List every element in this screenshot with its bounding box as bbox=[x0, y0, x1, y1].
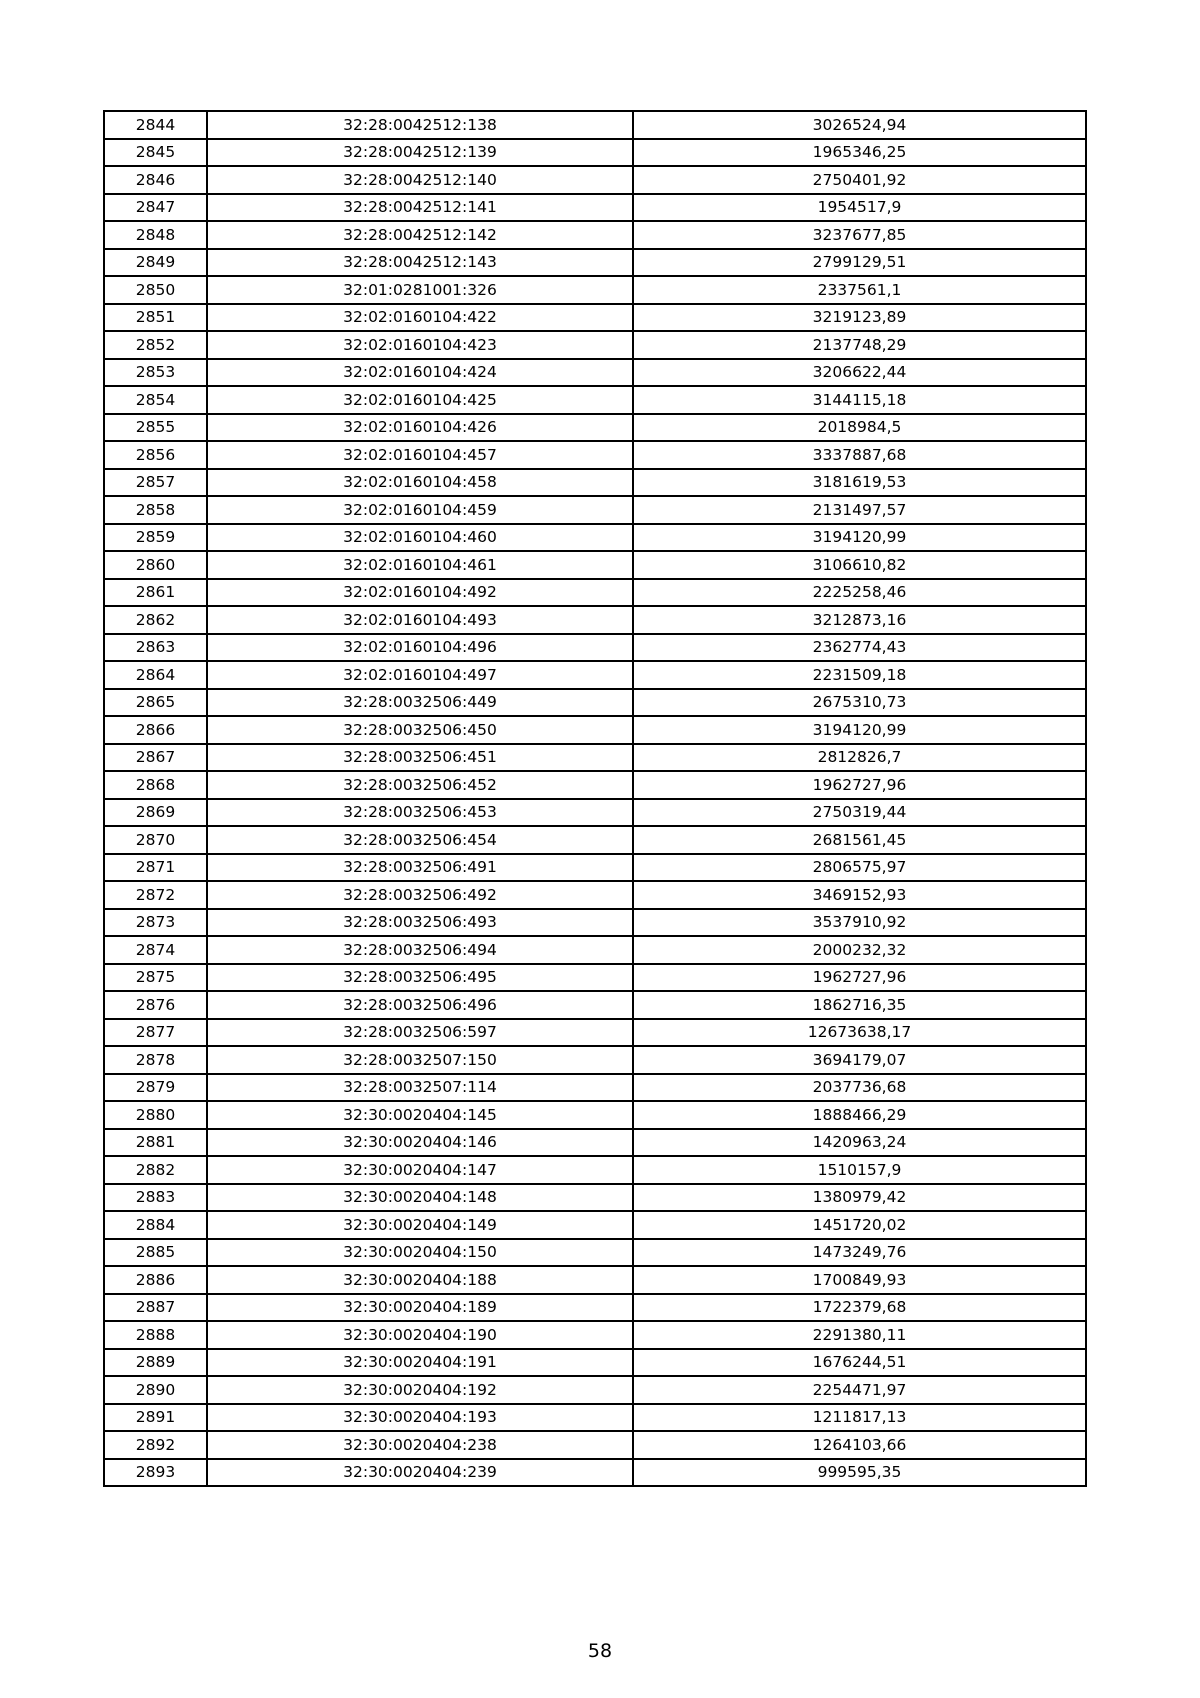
table-row bbox=[104, 194, 1086, 222]
cadastral-value-cell: 1700849,93 bbox=[633, 1266, 1086, 1294]
row-number-cell: 2883 bbox=[104, 1184, 207, 1212]
cadastral-value-cell: 1722379,68 bbox=[633, 1294, 1086, 1322]
table-row bbox=[104, 744, 1086, 772]
cadastral-number-cell: 32:02:0160104:492 bbox=[207, 579, 633, 607]
cadastral-number-cell: 32:30:0020404:238 bbox=[207, 1431, 633, 1459]
cadastral-number-cell: 32:30:0020404:150 bbox=[207, 1239, 633, 1267]
table-row bbox=[104, 634, 1086, 662]
table-row bbox=[104, 1046, 1086, 1074]
row-number-cell: 2873 bbox=[104, 909, 207, 937]
cadastral-number-cell: 32:02:0160104:459 bbox=[207, 496, 633, 524]
cadastral-value-cell: 1954517,9 bbox=[633, 194, 1086, 222]
table-row bbox=[104, 1211, 1086, 1239]
table-row bbox=[104, 881, 1086, 909]
table-row bbox=[104, 524, 1086, 552]
cadastral-number-cell: 32:02:0160104:458 bbox=[207, 469, 633, 497]
cadastral-value-cell: 1420963,24 bbox=[633, 1129, 1086, 1157]
table-row bbox=[104, 386, 1086, 414]
cadastral-value-cell: 3026524,94 bbox=[633, 111, 1086, 139]
cadastral-number-cell: 32:28:0032506:491 bbox=[207, 854, 633, 882]
cadastral-value-cell: 2000232,32 bbox=[633, 936, 1086, 964]
row-number-cell: 2891 bbox=[104, 1404, 207, 1432]
cadastral-number-cell: 32:02:0160104:496 bbox=[207, 634, 633, 662]
page-number: 58 bbox=[587, 1640, 613, 1662]
cadastral-number-cell: 32:02:0160104:425 bbox=[207, 386, 633, 414]
cadastral-number-cell: 32:02:0160104:497 bbox=[207, 661, 633, 689]
cadastral-number-cell: 32:30:0020404:148 bbox=[207, 1184, 633, 1212]
row-number-cell: 2863 bbox=[104, 634, 207, 662]
cadastral-value-cell: 2806575,97 bbox=[633, 854, 1086, 882]
cadastral-value-cell: 1380979,42 bbox=[633, 1184, 1086, 1212]
table-row bbox=[104, 991, 1086, 1019]
cadastral-number-cell: 32:30:0020404:239 bbox=[207, 1459, 633, 1487]
cadastral-number-cell: 32:28:0032507:150 bbox=[207, 1046, 633, 1074]
table-row bbox=[104, 826, 1086, 854]
cadastral-value-cell: 2225258,46 bbox=[633, 579, 1086, 607]
row-number-cell: 2881 bbox=[104, 1129, 207, 1157]
cadastral-value-cell: 3469152,93 bbox=[633, 881, 1086, 909]
table-row bbox=[104, 606, 1086, 634]
table-row bbox=[104, 1101, 1086, 1129]
cadastral-value-cell: 2137748,29 bbox=[633, 331, 1086, 359]
table-row bbox=[104, 854, 1086, 882]
row-number-cell: 2860 bbox=[104, 551, 207, 579]
cadastral-number-cell: 32:28:0032506:454 bbox=[207, 826, 633, 854]
row-number-cell: 2847 bbox=[104, 194, 207, 222]
table-row bbox=[104, 414, 1086, 442]
cadastral-value-cell: 999595,35 bbox=[633, 1459, 1086, 1487]
cadastral-number-cell: 32:28:0032506:495 bbox=[207, 964, 633, 992]
row-number-cell: 2892 bbox=[104, 1431, 207, 1459]
cadastral-value-cell: 2750319,44 bbox=[633, 799, 1086, 827]
table-row bbox=[104, 689, 1086, 717]
row-number-cell: 2853 bbox=[104, 359, 207, 387]
cadastral-number-cell: 32:30:0020404:192 bbox=[207, 1376, 633, 1404]
row-number-cell: 2850 bbox=[104, 276, 207, 304]
cadastral-value-cell: 2254471,97 bbox=[633, 1376, 1086, 1404]
table-row bbox=[104, 1074, 1086, 1102]
table-row bbox=[104, 441, 1086, 469]
cadastral-number-cell: 32:28:0032506:496 bbox=[207, 991, 633, 1019]
cadastral-number-cell: 32:28:0032506:450 bbox=[207, 716, 633, 744]
cadastral-value-cell: 3106610,82 bbox=[633, 551, 1086, 579]
cadastral-number-cell: 32:28:0032506:449 bbox=[207, 689, 633, 717]
cadastral-number-cell: 32:28:0032506:453 bbox=[207, 799, 633, 827]
cadastral-value-cell: 1510157,9 bbox=[633, 1156, 1086, 1184]
row-number-cell: 2867 bbox=[104, 744, 207, 772]
row-number-cell: 2872 bbox=[104, 881, 207, 909]
table-row bbox=[104, 1184, 1086, 1212]
cadastral-number-cell: 32:02:0160104:457 bbox=[207, 441, 633, 469]
cadastral-value-table bbox=[103, 110, 1087, 1487]
cadastral-number-cell: 32:30:0020404:146 bbox=[207, 1129, 633, 1157]
row-number-cell: 2861 bbox=[104, 579, 207, 607]
cadastral-number-cell: 32:28:0032506:493 bbox=[207, 909, 633, 937]
cadastral-value-cell: 2037736,68 bbox=[633, 1074, 1086, 1102]
cadastral-number-cell: 32:30:0020404:190 bbox=[207, 1321, 633, 1349]
cadastral-value-cell: 3337887,68 bbox=[633, 441, 1086, 469]
table-row bbox=[104, 771, 1086, 799]
cadastral-number-cell: 32:02:0160104:423 bbox=[207, 331, 633, 359]
cadastral-number-cell: 32:30:0020404:193 bbox=[207, 1404, 633, 1432]
cadastral-value-cell: 1264103,66 bbox=[633, 1431, 1086, 1459]
cadastral-number-cell: 32:02:0160104:426 bbox=[207, 414, 633, 442]
row-number-cell: 2852 bbox=[104, 331, 207, 359]
table-row bbox=[104, 1376, 1086, 1404]
table-row bbox=[104, 496, 1086, 524]
cadastral-number-cell: 32:28:0042512:142 bbox=[207, 221, 633, 249]
cadastral-number-cell: 32:30:0020404:191 bbox=[207, 1349, 633, 1377]
cadastral-value-cell: 3194120,99 bbox=[633, 524, 1086, 552]
cadastral-value-cell: 2337561,1 bbox=[633, 276, 1086, 304]
row-number-cell: 2887 bbox=[104, 1294, 207, 1322]
cadastral-value-cell: 1473249,76 bbox=[633, 1239, 1086, 1267]
row-number-cell: 2886 bbox=[104, 1266, 207, 1294]
row-number-cell: 2882 bbox=[104, 1156, 207, 1184]
row-number-cell: 2854 bbox=[104, 386, 207, 414]
table-row bbox=[104, 304, 1086, 332]
cadastral-value-cell: 1965346,25 bbox=[633, 139, 1086, 167]
cadastral-number-cell: 32:28:0042512:143 bbox=[207, 249, 633, 277]
row-number-cell: 2846 bbox=[104, 166, 207, 194]
table-row bbox=[104, 166, 1086, 194]
row-number-cell: 2855 bbox=[104, 414, 207, 442]
table-row bbox=[104, 936, 1086, 964]
cadastral-number-cell: 32:02:0160104:422 bbox=[207, 304, 633, 332]
table-row bbox=[104, 1321, 1086, 1349]
table-row bbox=[104, 964, 1086, 992]
cadastral-value-cell: 1962727,96 bbox=[633, 771, 1086, 799]
cadastral-value-cell: 1888466,29 bbox=[633, 1101, 1086, 1129]
table-row bbox=[104, 139, 1086, 167]
row-number-cell: 2866 bbox=[104, 716, 207, 744]
cadastral-value-cell: 3181619,53 bbox=[633, 469, 1086, 497]
cadastral-value-cell: 1676244,51 bbox=[633, 1349, 1086, 1377]
table-row bbox=[104, 1459, 1086, 1487]
row-number-cell: 2859 bbox=[104, 524, 207, 552]
table-row bbox=[104, 1266, 1086, 1294]
row-number-cell: 2848 bbox=[104, 221, 207, 249]
cadastral-value-cell: 1962727,96 bbox=[633, 964, 1086, 992]
cadastral-value-cell: 3194120,99 bbox=[633, 716, 1086, 744]
cadastral-value-cell: 3694179,07 bbox=[633, 1046, 1086, 1074]
cadastral-value-cell: 12673638,17 bbox=[633, 1019, 1086, 1047]
table-row bbox=[104, 221, 1086, 249]
cadastral-number-cell: 32:02:0160104:461 bbox=[207, 551, 633, 579]
cadastral-value-cell: 3212873,16 bbox=[633, 606, 1086, 634]
row-number-cell: 2880 bbox=[104, 1101, 207, 1129]
table-row bbox=[104, 579, 1086, 607]
cadastral-value-cell: 2799129,51 bbox=[633, 249, 1086, 277]
cadastral-value-cell: 3206622,44 bbox=[633, 359, 1086, 387]
cadastral-number-cell: 32:30:0020404:189 bbox=[207, 1294, 633, 1322]
row-number-cell: 2844 bbox=[104, 111, 207, 139]
cadastral-number-cell: 32:28:0032506:597 bbox=[207, 1019, 633, 1047]
cadastral-value-cell: 2291380,11 bbox=[633, 1321, 1086, 1349]
table-row bbox=[104, 1294, 1086, 1322]
cadastral-value-cell: 3537910,92 bbox=[633, 909, 1086, 937]
cadastral-value-cell: 2362774,43 bbox=[633, 634, 1086, 662]
row-number-cell: 2890 bbox=[104, 1376, 207, 1404]
row-number-cell: 2877 bbox=[104, 1019, 207, 1047]
row-number-cell: 2869 bbox=[104, 799, 207, 827]
cadastral-value-cell: 2231509,18 bbox=[633, 661, 1086, 689]
cadastral-number-cell: 32:02:0160104:493 bbox=[207, 606, 633, 634]
row-number-cell: 2849 bbox=[104, 249, 207, 277]
cadastral-value-cell: 2812826,7 bbox=[633, 744, 1086, 772]
row-number-cell: 2857 bbox=[104, 469, 207, 497]
table-row bbox=[104, 716, 1086, 744]
cadastral-number-cell: 32:02:0160104:460 bbox=[207, 524, 633, 552]
cadastral-number-cell: 32:28:0032506:452 bbox=[207, 771, 633, 799]
cadastral-number-cell: 32:30:0020404:147 bbox=[207, 1156, 633, 1184]
cadastral-number-cell: 32:28:0042512:138 bbox=[207, 111, 633, 139]
table-row bbox=[104, 1404, 1086, 1432]
row-number-cell: 2868 bbox=[104, 771, 207, 799]
cadastral-value-cell: 2750401,92 bbox=[633, 166, 1086, 194]
cadastral-value-cell: 3219123,89 bbox=[633, 304, 1086, 332]
table-row bbox=[104, 469, 1086, 497]
table-row bbox=[104, 799, 1086, 827]
cadastral-value-cell: 3237677,85 bbox=[633, 221, 1086, 249]
row-number-cell: 2879 bbox=[104, 1074, 207, 1102]
cadastral-value-cell: 1211817,13 bbox=[633, 1404, 1086, 1432]
cadastral-value-cell: 2131497,57 bbox=[633, 496, 1086, 524]
row-number-cell: 2871 bbox=[104, 854, 207, 882]
cadastral-value-cell: 3144115,18 bbox=[633, 386, 1086, 414]
table-row bbox=[104, 551, 1086, 579]
cadastral-value-cell: 2681561,45 bbox=[633, 826, 1086, 854]
cadastral-number-cell: 32:30:0020404:145 bbox=[207, 1101, 633, 1129]
table-row bbox=[104, 249, 1086, 277]
row-number-cell: 2874 bbox=[104, 936, 207, 964]
row-number-cell: 2884 bbox=[104, 1211, 207, 1239]
cadastral-number-cell: 32:28:0042512:140 bbox=[207, 166, 633, 194]
cadastral-number-cell: 32:02:0160104:424 bbox=[207, 359, 633, 387]
table-row bbox=[104, 909, 1086, 937]
row-number-cell: 2865 bbox=[104, 689, 207, 717]
cadastral-value-cell: 1451720,02 bbox=[633, 1211, 1086, 1239]
table-row bbox=[104, 661, 1086, 689]
cadastral-value-cell: 2018984,5 bbox=[633, 414, 1086, 442]
row-number-cell: 2870 bbox=[104, 826, 207, 854]
cadastral-number-cell: 32:28:0032507:114 bbox=[207, 1074, 633, 1102]
row-number-cell: 2876 bbox=[104, 991, 207, 1019]
table-row bbox=[104, 1156, 1086, 1184]
cadastral-number-cell: 32:28:0042512:141 bbox=[207, 194, 633, 222]
table-row bbox=[104, 111, 1086, 139]
row-number-cell: 2862 bbox=[104, 606, 207, 634]
cadastral-number-cell: 32:30:0020404:149 bbox=[207, 1211, 633, 1239]
row-number-cell: 2893 bbox=[104, 1459, 207, 1487]
row-number-cell: 2889 bbox=[104, 1349, 207, 1377]
cadastral-value-cell: 1862716,35 bbox=[633, 991, 1086, 1019]
cadastral-number-cell: 32:30:0020404:188 bbox=[207, 1266, 633, 1294]
table-row bbox=[104, 1129, 1086, 1157]
row-number-cell: 2888 bbox=[104, 1321, 207, 1349]
table-row bbox=[104, 1349, 1086, 1377]
cadastral-number-cell: 32:01:0281001:326 bbox=[207, 276, 633, 304]
row-number-cell: 2858 bbox=[104, 496, 207, 524]
table-row bbox=[104, 1431, 1086, 1459]
table-row bbox=[104, 331, 1086, 359]
row-number-cell: 2878 bbox=[104, 1046, 207, 1074]
table-body bbox=[104, 111, 1086, 1486]
cadastral-number-cell: 32:28:0042512:139 bbox=[207, 139, 633, 167]
row-number-cell: 2856 bbox=[104, 441, 207, 469]
table-row bbox=[104, 1019, 1086, 1047]
table-row bbox=[104, 359, 1086, 387]
cadastral-number-cell: 32:28:0032506:492 bbox=[207, 881, 633, 909]
row-number-cell: 2864 bbox=[104, 661, 207, 689]
row-number-cell: 2875 bbox=[104, 964, 207, 992]
cadastral-number-cell: 32:28:0032506:494 bbox=[207, 936, 633, 964]
row-number-cell: 2845 bbox=[104, 139, 207, 167]
cadastral-value-cell: 2675310,73 bbox=[633, 689, 1086, 717]
row-number-cell: 2885 bbox=[104, 1239, 207, 1267]
table-row bbox=[104, 276, 1086, 304]
table-row bbox=[104, 1239, 1086, 1267]
row-number-cell: 2851 bbox=[104, 304, 207, 332]
cadastral-number-cell: 32:28:0032506:451 bbox=[207, 744, 633, 772]
